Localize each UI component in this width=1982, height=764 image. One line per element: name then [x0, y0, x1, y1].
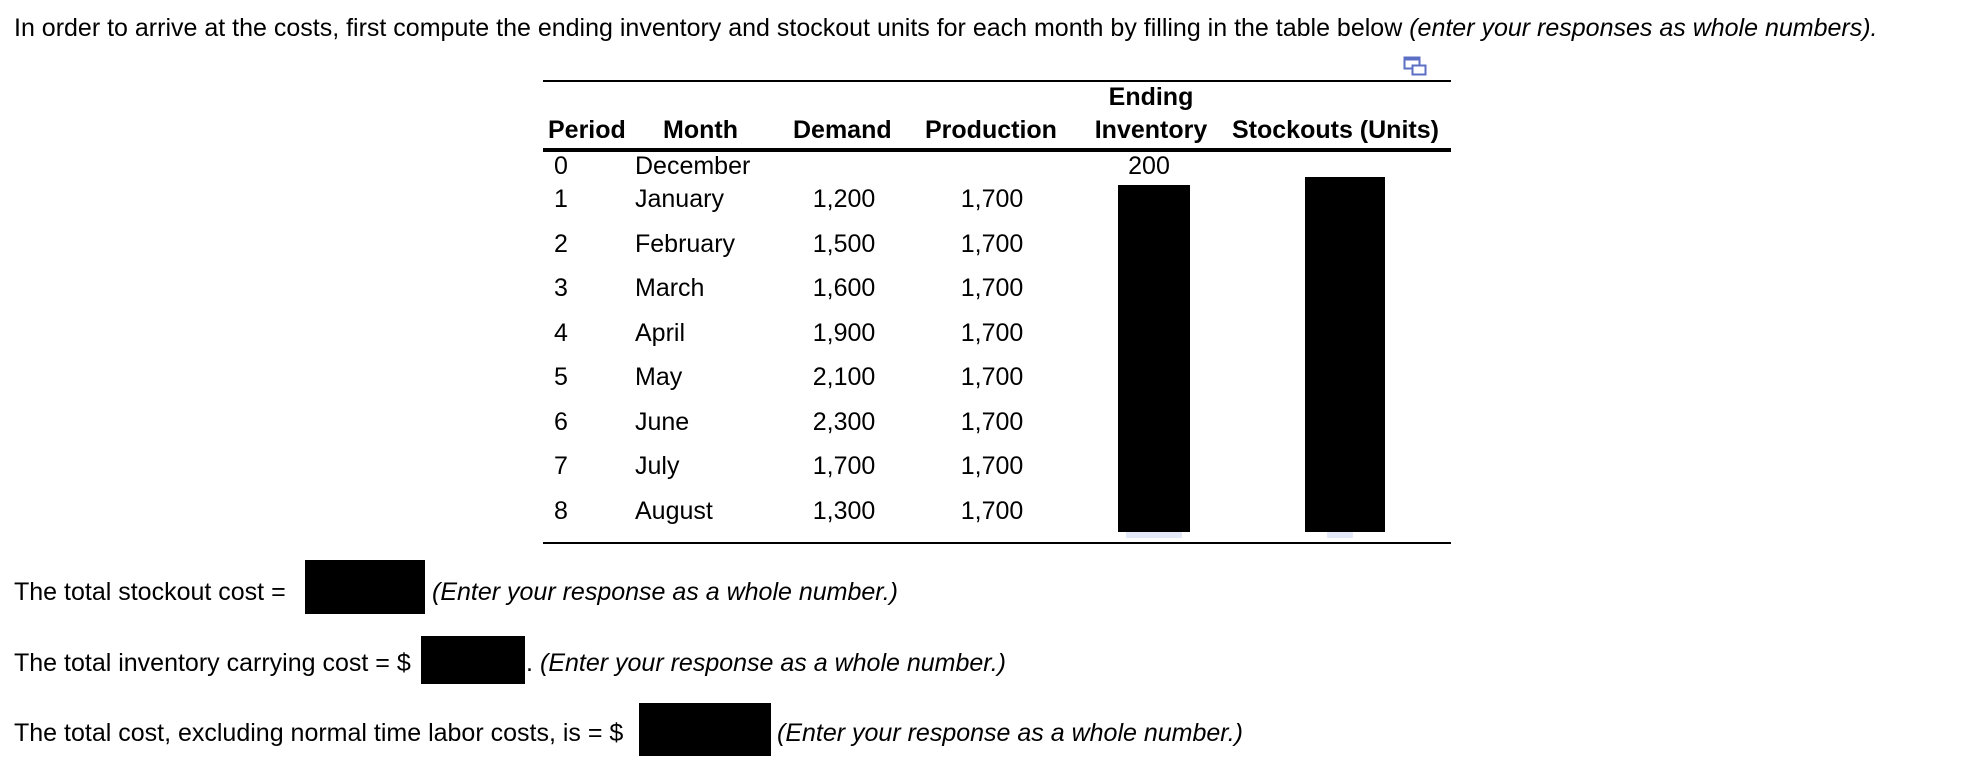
table-row-7-period: 7 — [554, 452, 568, 480]
table-row-4-production: 1,700 — [960, 319, 1024, 347]
stockout-cost-hint: (Enter your response as a whole number.) — [432, 578, 898, 606]
stockout-cost-input[interactable] — [305, 560, 425, 614]
table-row-5-month: May — [635, 363, 683, 391]
table-row-2-month: February — [635, 230, 736, 258]
copy-table-icon[interactable] — [1403, 56, 1427, 76]
header-production: Production — [925, 116, 1057, 144]
table-row-1-production: 1,700 — [960, 185, 1024, 213]
header-month: Month — [663, 116, 738, 144]
table-row-2-production: 1,700 — [960, 230, 1024, 258]
table-row-3-month: March — [635, 274, 705, 302]
table-row-6-month: June — [635, 408, 690, 436]
table-row-3-demand: 1,600 — [812, 274, 876, 302]
table-row-7-demand: 1,700 — [812, 452, 876, 480]
table-row-1-demand: 1,200 — [812, 185, 876, 213]
table-row-0-ending: 200 — [1128, 152, 1170, 180]
table-row-7-production: 1,700 — [960, 452, 1024, 480]
instruction-italic: (enter your responses as whole numbers). — [1409, 14, 1878, 42]
table-row-4-period: 4 — [554, 319, 568, 347]
carrying-cost-period: . — [526, 649, 533, 677]
header-demand: Demand — [793, 116, 892, 144]
ending-inventory-answer-fields[interactable] — [1118, 185, 1190, 532]
table-row-3-production: 1,700 — [960, 274, 1024, 302]
header-ending-line2: Inventory — [1094, 116, 1208, 144]
table-row-4-demand: 1,900 — [812, 319, 876, 347]
table-row-5-period: 5 — [554, 363, 568, 391]
total-cost-hint: (Enter your response as a whole number.) — [777, 719, 1243, 747]
table-row-5-demand: 2,100 — [812, 363, 876, 391]
total-cost-input[interactable] — [639, 703, 771, 756]
table-row-1-month: January — [635, 185, 724, 213]
table-top-rule — [543, 80, 1451, 82]
table-row-5-production: 1,700 — [960, 363, 1024, 391]
header-ending-line1: Ending — [1108, 83, 1194, 111]
table-row-6-demand: 2,300 — [812, 408, 876, 436]
stockout-cost-label: The total stockout cost = — [14, 578, 286, 606]
table-row-3-period: 3 — [554, 274, 568, 302]
instruction-main: In order to arrive at the costs, first compute the ending inventory and stockout units for each month by filling in the table below — [14, 14, 1403, 42]
carrying-cost-input[interactable] — [421, 636, 525, 684]
carrying-cost-label: The total inventory carrying cost = $ — [14, 649, 411, 677]
table-row-2-period: 2 — [554, 230, 568, 258]
table-row-6-period: 6 — [554, 408, 568, 436]
table-row-8-period: 8 — [554, 497, 568, 525]
table-row-8-month: August — [635, 497, 713, 525]
table-row-2-demand: 1,500 — [812, 230, 876, 258]
total-cost-label: The total cost, excluding normal time labor costs, is = $ — [14, 719, 624, 747]
table-row-8-demand: 1,300 — [812, 497, 876, 525]
instruction-text — [14, 14, 1878, 43]
header-stockouts: Stockouts (Units) — [1232, 116, 1439, 144]
inventory-table — [543, 80, 1451, 544]
table-row-7-month: July — [635, 452, 680, 480]
header-period: Period — [548, 116, 626, 144]
table-row-4-month: April — [635, 319, 686, 347]
stockouts-answer-fields[interactable] — [1305, 177, 1385, 532]
carrying-cost-hint: (Enter your response as a whole number.) — [540, 649, 1006, 677]
table-row-0-period: 0 — [554, 152, 568, 180]
table-row-8-production: 1,700 — [960, 497, 1024, 525]
table-bottom-rule — [543, 542, 1451, 544]
table-row-1-period: 1 — [554, 185, 568, 213]
table-row-0-month: December — [635, 152, 751, 180]
table-row-6-production: 1,700 — [960, 408, 1024, 436]
